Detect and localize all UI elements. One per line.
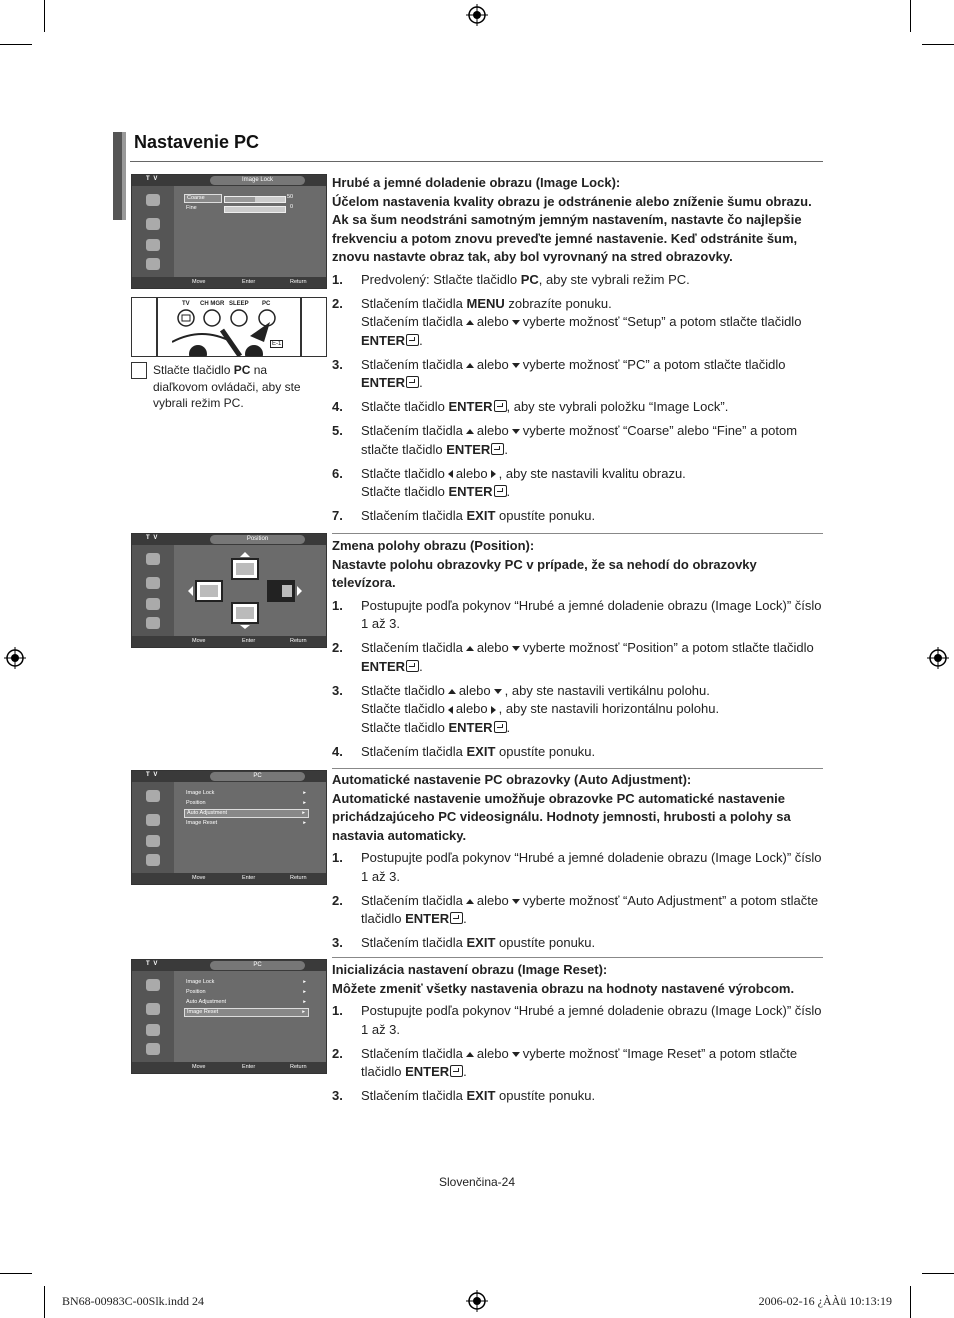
title-divider (130, 161, 823, 162)
left-arrow-icon (448, 706, 453, 714)
remote-control-illustration (131, 297, 327, 357)
coarse-slider-fill (225, 197, 255, 202)
coarse-value: 50 (287, 194, 294, 200)
menu-item-auto-adjustment: Auto Adjustment ▸ (186, 999, 306, 1005)
crop-mark (0, 44, 32, 45)
print-slug-left: BN68-00983C-00Slk.indd 24 (62, 1294, 205, 1308)
enter-icon (491, 443, 504, 455)
menu-item-position: Position ▸ (186, 800, 306, 806)
tv-label: T V (146, 176, 159, 182)
move-hint: Move (192, 279, 206, 285)
return-hint: Return (290, 1064, 307, 1070)
page-footer: Slovenčina-24 (438, 1175, 516, 1189)
section-image-lock (332, 174, 823, 531)
step: 4. Stlačením tlačidla EXIT opustíte ponuku. (332, 743, 596, 759)
tv-menu-auto-adjustment (131, 770, 327, 885)
enter-icon (494, 485, 507, 497)
up-arrow-icon (448, 689, 456, 694)
picture-icon (146, 218, 160, 230)
down-arrow-icon (512, 429, 520, 434)
left-arrow-icon (448, 470, 453, 478)
up-arrow-icon (466, 899, 474, 904)
down-arrow-icon (512, 646, 520, 651)
remote-note (131, 362, 325, 412)
menu-item-position: Position ▸ (186, 989, 306, 995)
enter-icon (406, 334, 419, 346)
section-intro: Nastavte polohu obrazovky PC v prípade, že sa nehodí do obrazovky televízora. (332, 556, 757, 590)
section-auto-adjustment (332, 771, 823, 958)
sound-icon (146, 239, 160, 251)
section-title: Inicializácia nastavení obrazu (Image Reset): (332, 962, 608, 977)
step: 3. Stlačením tlačidla alebo vyberte možnosť “PC” a potom stlačte tlačidlo ENTER . (332, 356, 786, 390)
step: 1. Postupujte podľa pokynov “Hrubé a jemné doladenie obrazu (Image Lock)” číslo 1 až 3. (332, 597, 822, 631)
enter-icon (406, 660, 419, 672)
crop-mark (44, 0, 45, 32)
menu-title: PC (210, 961, 305, 970)
remote-label-pc: PC (262, 301, 271, 307)
menu-item-image-reset: Image Reset ▸ (186, 820, 306, 826)
section-title: Automatické nastavenie PC obrazovky (Auto Adjustment): (332, 772, 692, 787)
step: 3. Stlačením tlačidla EXIT opustíte ponuku. (332, 1088, 596, 1103)
enter-icon (494, 400, 507, 412)
remote-buttons-icon (172, 308, 292, 356)
step: 7. Stlačením tlačidla EXIT opustíte ponuku. (332, 508, 596, 523)
step: 2. Stlačením tlačidla alebo vyberte možnosť “Auto Adjustment” a potom stlačte tlačidlo ENTER . (332, 892, 819, 926)
title-bar-decoration (122, 132, 126, 220)
menu-title: Position (210, 535, 305, 544)
enter-icon (450, 1065, 463, 1077)
crop-mark (44, 1286, 45, 1318)
menu-title: PC (210, 772, 305, 781)
page-title: Nastavenie PC (134, 132, 260, 152)
channel-icon (146, 854, 160, 866)
tv-label: T V (146, 535, 159, 541)
step: 3. Stlačením tlačidla EXIT opustíte ponuku. (332, 935, 596, 950)
up-arrow-icon (466, 363, 474, 368)
coarse-label: Coarse (184, 194, 222, 203)
note-icon (131, 362, 147, 379)
fine-slider (224, 206, 286, 213)
crop-mark (922, 1273, 954, 1274)
move-hint: Move (192, 638, 206, 644)
remote-label-tv: TV (182, 301, 190, 307)
enter-hint: Enter (242, 279, 256, 285)
sound-icon (146, 1024, 160, 1036)
step: 3. Stlačte tlačidlo alebo , aby ste nastavili vertikálnu polohu. Stlačte tlačidlo alebo , aby ste nastavili horizontálnu polohu. Stlačte tlačidlo ENTER . (332, 682, 720, 735)
enter-icon (406, 376, 419, 388)
section-title: Hrubé a jemné doladenie obrazu (Image Lock): (332, 175, 621, 190)
step: 4. Stlačte tlačidlo ENTER , aby ste vybrali položku “Image Lock”. (332, 399, 729, 414)
tv-menu-image-lock (131, 174, 327, 289)
input-icon (146, 194, 160, 206)
fine-label: Fine (186, 205, 197, 211)
position-arrows-icon (174, 545, 326, 636)
step: 1. Postupujte podľa pokynov “Hrubé a jemné doladenie obrazu (Image Lock)” číslo 1 až 3. (332, 850, 822, 884)
input-icon (146, 790, 160, 802)
crop-mark (910, 1286, 911, 1318)
fine-value: 0 (290, 204, 294, 210)
section-intro: Môžete zmeniť všetky nastavenia obrazu na hodnoty nastavené výrobcom. (332, 980, 795, 996)
registration-mark-icon (4, 647, 26, 669)
coarse-slider (224, 196, 286, 203)
section-image-reset (332, 961, 823, 1111)
section-intro: Účelom nastavenia kvality obrazu je odstránenie alebo zníženie šumu obrazu. Ak sa šum neodstráni samotným jemným nastavením, nastavte čo najlepšie frekvenciu a potom znovu preveďte jemné nastavenie. Keď odstránite šum, znovu nastavte obraz tak, aby bol vyrovnaný na stred obrazovky. (332, 193, 812, 264)
move-hint: Move (192, 875, 206, 881)
channel-icon (146, 617, 160, 629)
return-hint: Return (290, 638, 307, 644)
sound-icon (146, 598, 160, 610)
up-arrow-icon (466, 646, 474, 651)
registration-mark-icon (927, 647, 949, 669)
down-arrow-icon (512, 320, 520, 325)
picture-icon (146, 1003, 160, 1015)
tv-label: T V (146, 961, 159, 967)
section-divider (332, 768, 823, 769)
return-hint: Return (290, 875, 307, 881)
up-arrow-icon (466, 1052, 474, 1057)
enter-hint: Enter (242, 875, 256, 881)
step: 2. Stlačením tlačidla alebo vyberte možnosť “Image Reset” a potom stlačte tlačidlo ENTER . (332, 1045, 798, 1079)
print-slug-right: 2006-02-16 ¿ÀÀü 10:13:19 (758, 1294, 892, 1308)
menu-item-auto-adjustment: Auto Adjustment ▸ (184, 809, 309, 818)
down-arrow-icon (494, 689, 502, 694)
channel-icon (146, 258, 160, 270)
registration-mark-icon (466, 4, 488, 26)
menu-item-image-lock: Image Lock ▸ (186, 979, 306, 985)
section-position (332, 537, 823, 767)
enter-icon (494, 721, 507, 733)
return-hint: Return (290, 279, 307, 285)
section-title: Zmena polohy obrazu (Position): (332, 538, 535, 553)
remote-badge: E-1 (272, 341, 282, 347)
move-hint: Move (192, 1064, 206, 1070)
down-arrow-icon (512, 1052, 520, 1057)
step: 2. Stlačením tlačidla MENU zobrazíte ponuku. Stlačením tlačidla alebo vyberte možnosť “Setup” a potom stlačte tlačidlo ENTER . (332, 295, 802, 348)
crop-mark (922, 44, 954, 45)
up-arrow-icon (466, 320, 474, 325)
step: 1. Postupujte podľa pokynov “Hrubé a jemné doladenie obrazu (Image Lock)” číslo 1 až 3. (332, 1003, 822, 1037)
down-arrow-icon (512, 899, 520, 904)
section-divider (332, 533, 823, 534)
step: 2. Stlačením tlačidla alebo vyberte možnosť “Position” a potom stlačte tlačidlo ENTER . (332, 640, 814, 674)
step: 5. Stlačením tlačidla alebo vyberte možnosť “Coarse” alebo “Fine” a potom stlačte tlačidlo ENTER . (332, 423, 798, 457)
picture-icon (146, 814, 160, 826)
input-icon (146, 979, 160, 991)
crop-mark (910, 0, 911, 32)
down-arrow-icon (512, 363, 520, 368)
enter-icon (450, 912, 463, 924)
right-arrow-icon (491, 470, 496, 478)
section-divider (332, 957, 823, 958)
tv-label: T V (146, 772, 159, 778)
tv-menu-image-reset (131, 959, 327, 1074)
right-arrow-icon (491, 706, 496, 714)
remote-label-sleep: SLEEP (229, 301, 249, 307)
menu-item-image-lock: Image Lock ▸ (186, 790, 306, 796)
registration-mark-icon (466, 1290, 488, 1312)
enter-hint: Enter (242, 638, 256, 644)
step: 1. Predvolený: Stlačte tlačidlo PC, aby ste vybrali režim PC. (332, 271, 690, 287)
note-text: na diaľkovom ovládači, aby ste vybrali režim PC. (153, 363, 301, 410)
up-arrow-icon (466, 429, 474, 434)
tv-menu-position (131, 533, 327, 648)
menu-title: Image Lock (210, 176, 305, 185)
remote-label-ch-mgr: CH MGR (200, 301, 225, 307)
crop-mark (0, 1273, 32, 1274)
step: 6. Stlačte tlačidlo alebo , aby ste nastavili kvalitu obrazu. Stlačte tlačidlo ENTER . (332, 465, 686, 499)
section-intro: Automatické nastavenie umožňuje obrazovke PC automatické nastavenie prichádzajúceho PC videosignálu. Hodnoty jemnosti, hrubosti a polohy sa nastavia automaticky. (332, 790, 791, 843)
input-icon (146, 553, 160, 565)
sound-icon (146, 835, 160, 847)
channel-icon (146, 1043, 160, 1055)
note-bold: PC (233, 363, 251, 377)
menu-item-image-reset: Image Reset ▸ (184, 1008, 309, 1017)
picture-icon (146, 577, 160, 589)
note-text: Stlačte tlačidlo (153, 363, 234, 377)
enter-hint: Enter (242, 1064, 256, 1070)
